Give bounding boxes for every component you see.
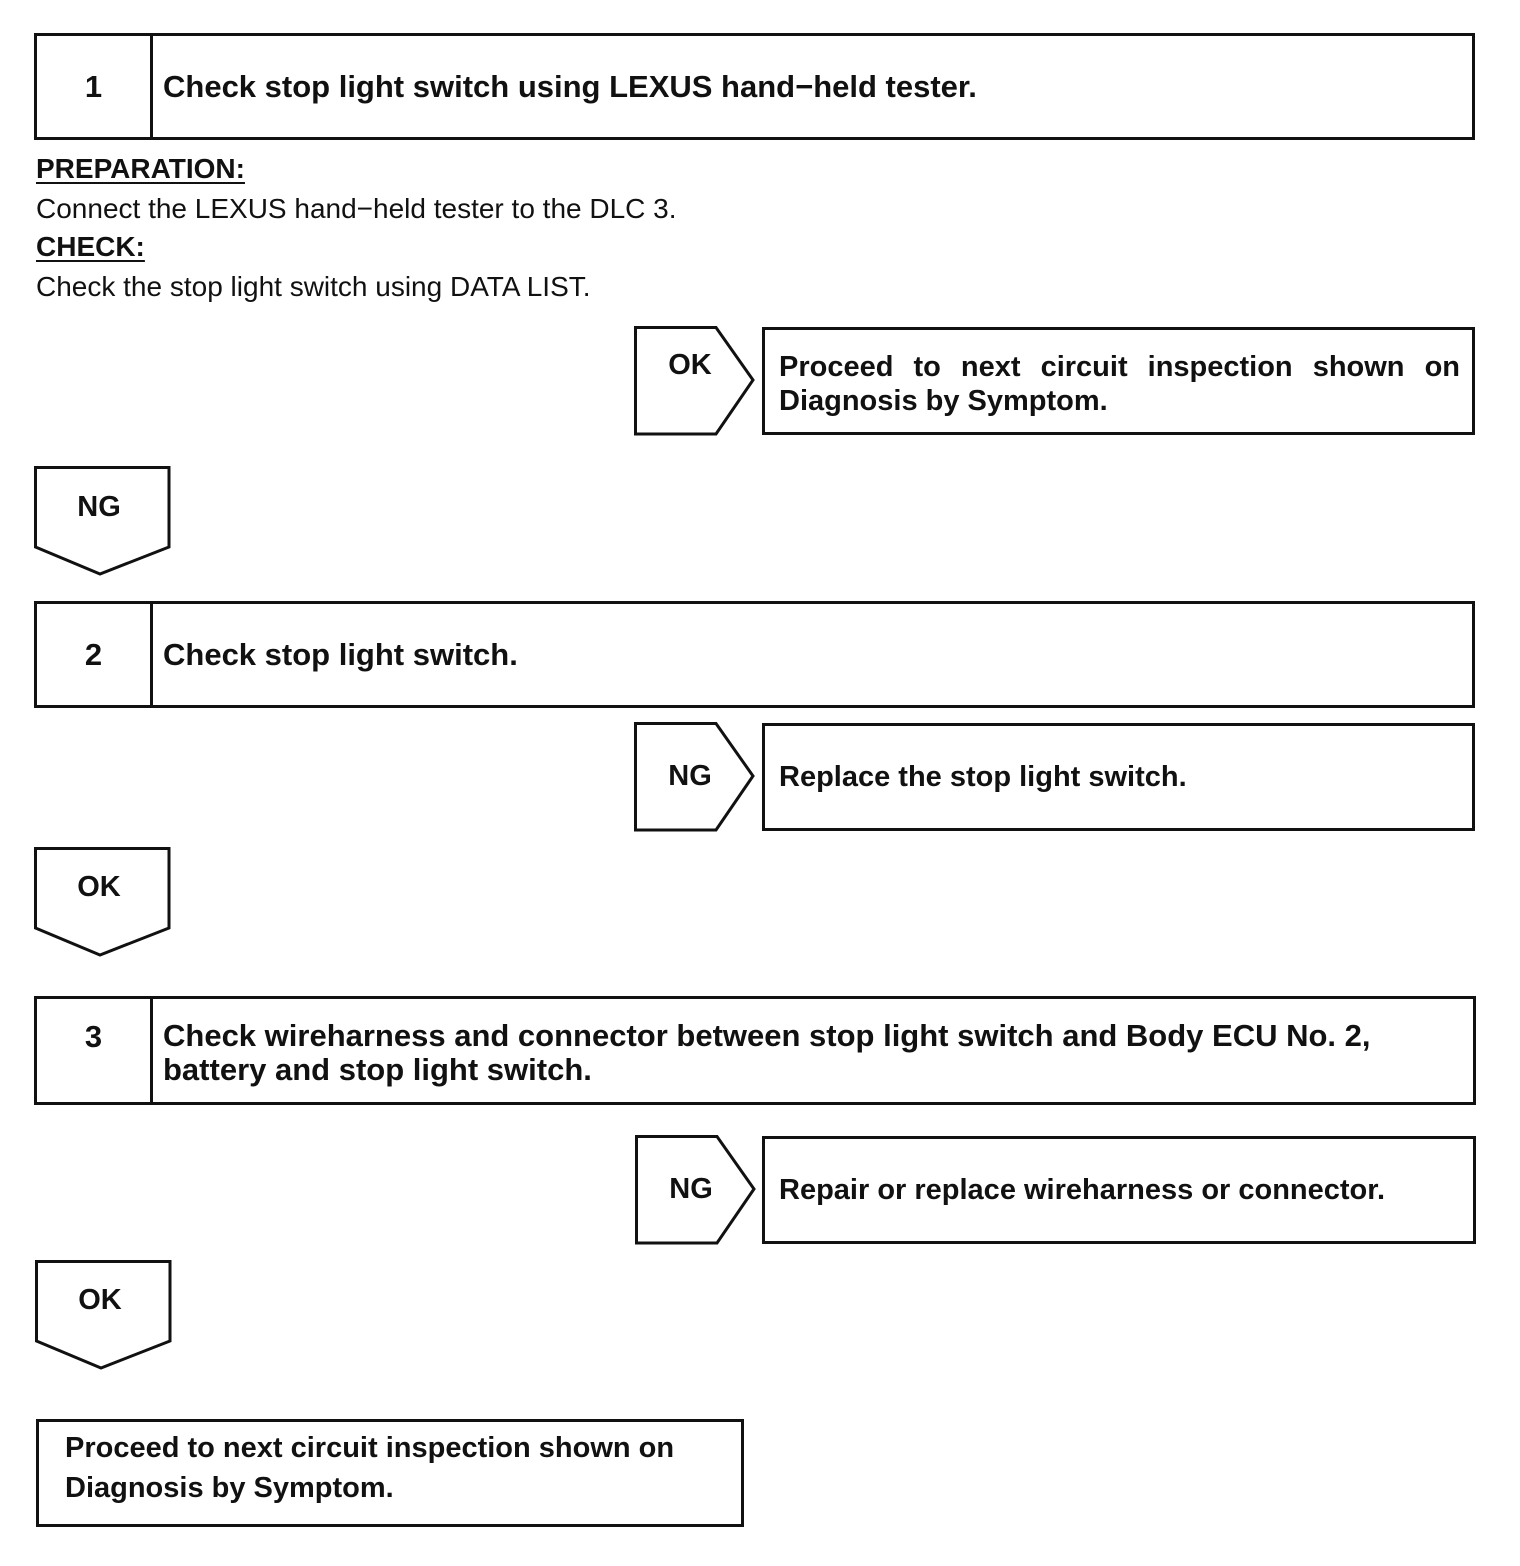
step-2-side-result-text: Replace the stop light switch.	[779, 761, 1187, 793]
step-2-side-label: NG	[668, 760, 712, 792]
step-1-box	[34, 33, 1475, 140]
step-2-down-label: OK	[77, 871, 121, 903]
step-3-title: Check wireharness and connector between stop light switch and Body ECU No. 2, battery and stop light switch.	[163, 1018, 1371, 1087]
step-3-side-result	[762, 1136, 1476, 1244]
step-3-box	[34, 996, 1476, 1105]
step-2-number: 2	[37, 604, 153, 705]
step-3-side-label: NG	[669, 1173, 713, 1205]
step-1-side-result	[762, 327, 1475, 435]
step-2-title: Check stop light switch.	[163, 636, 518, 672]
step-1-side-result-text: Proceed to next circuit inspection shown on Diagnosis by Symptom.	[779, 351, 1460, 417]
final-result-text: Proceed to next circuit inspection shown on Diagnosis by Symptom.	[65, 1432, 675, 1504]
step-1-down-label: NG	[77, 491, 121, 523]
check-text: Check the stop light switch using DATA LIST.	[36, 271, 591, 302]
final-result-box	[36, 1419, 744, 1527]
step-3-down-label: OK	[78, 1284, 122, 1316]
step-3-side-result-text: Repair or replace wireharness or connector.	[779, 1174, 1386, 1206]
step-1-side-label: OK	[668, 349, 712, 381]
step-1-title: Check stop light switch using LEXUS hand−held tester.	[163, 68, 977, 104]
step-2-box	[34, 601, 1475, 708]
preparation-label: PREPARATION:	[36, 153, 245, 184]
step-3-number: 3	[37, 999, 153, 1102]
step-1-number: 1	[37, 36, 153, 137]
check-label: CHECK:	[36, 231, 145, 262]
preparation-text: Connect the LEXUS hand−held tester to the DLC 3.	[36, 193, 677, 224]
step-2-side-result	[762, 723, 1475, 831]
